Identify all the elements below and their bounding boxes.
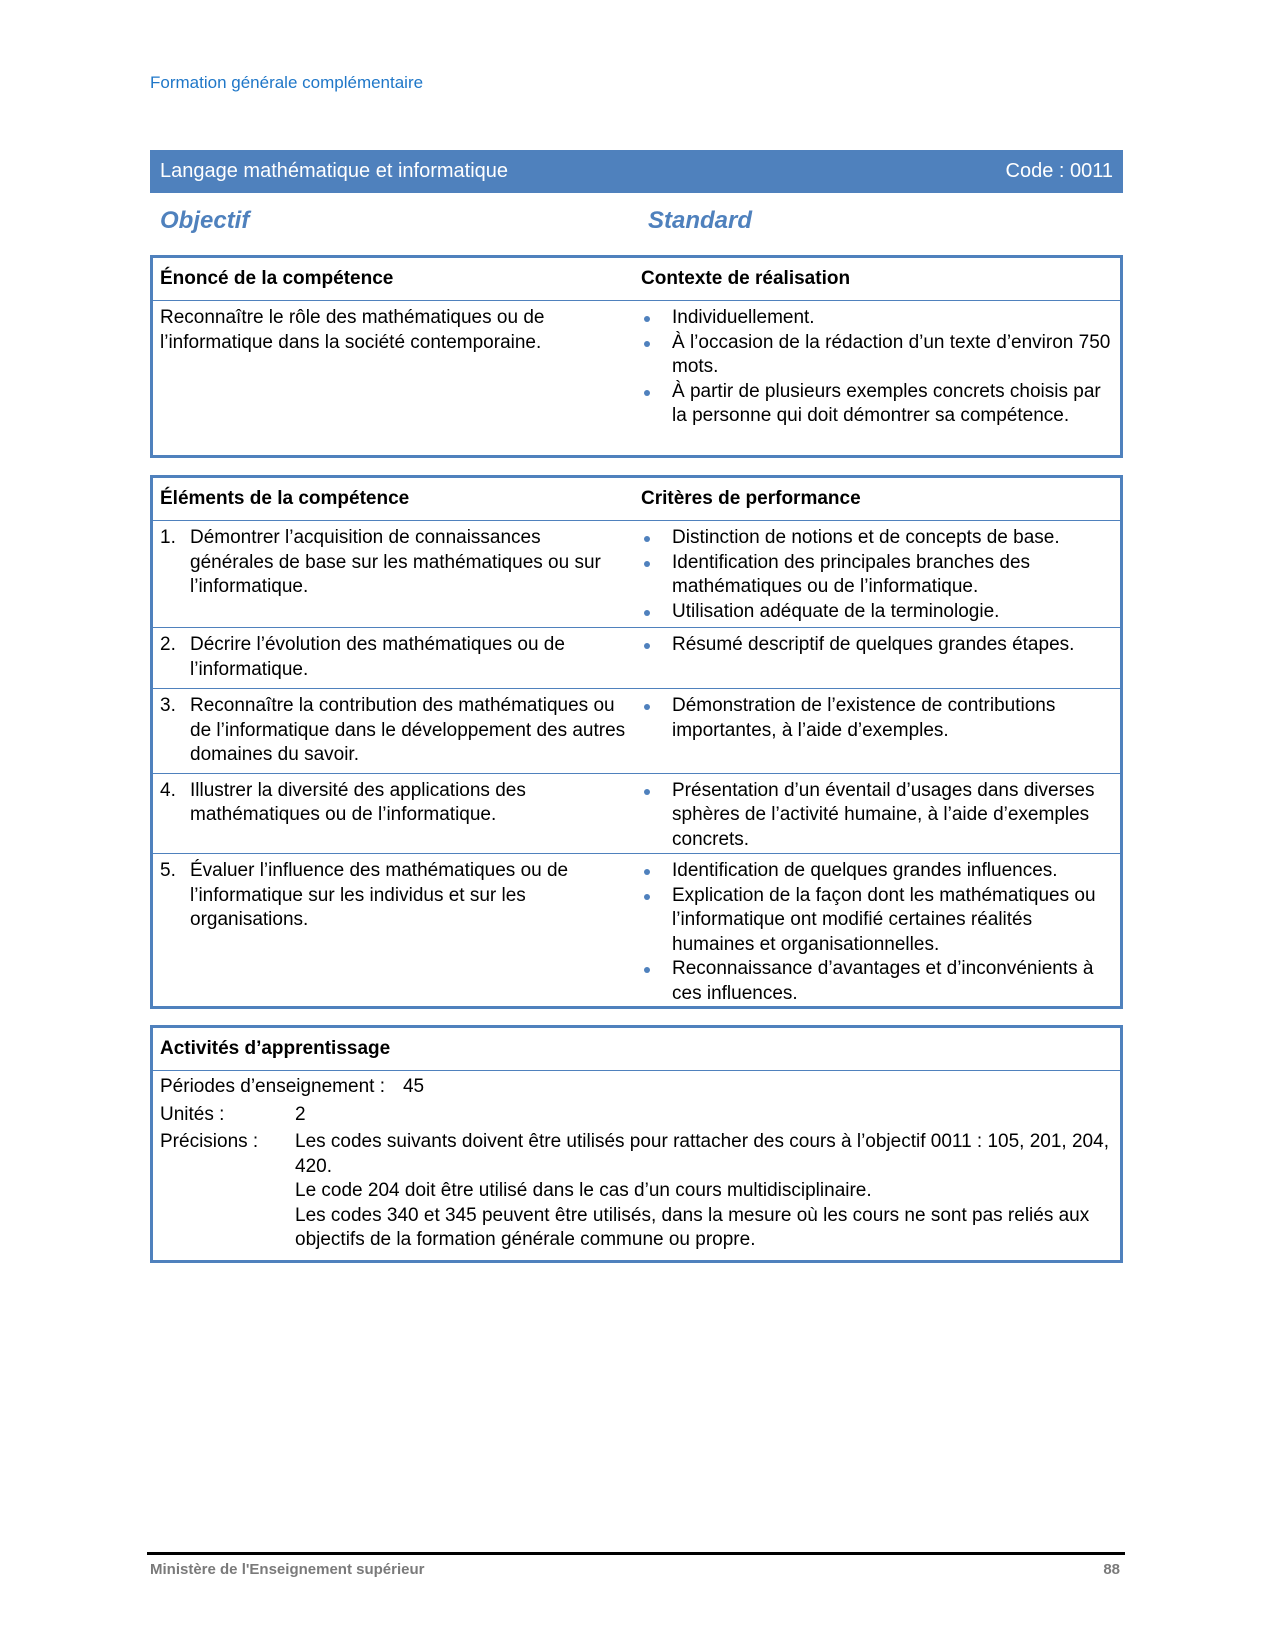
element-text: Illustrer la diversité des applications des mathématiques ou de l’informatique. <box>190 779 526 826</box>
list-item: À l’occasion de la rédaction d’un texte d’environ 750 mots. <box>641 331 1112 380</box>
element-number: 5. <box>160 860 176 881</box>
activities-title: Activités d’apprentissage <box>160 1038 391 1059</box>
competence-table-header <box>153 258 1120 301</box>
criteria-list <box>641 859 1112 1006</box>
element-number: 2. <box>160 634 176 656</box>
element-text: Démontrer l’acquisition de connaissances générales de base sur les mathématiques ou sur l’informatique. <box>190 527 601 597</box>
bullet-icon <box>644 316 650 322</box>
list-item: Utilisation adéquate de la terminologie. <box>641 600 1112 625</box>
bullet-icon <box>644 341 650 347</box>
criteria-list <box>641 779 1112 853</box>
header-contexte: Contexte de réalisation <box>641 268 851 289</box>
details-values <box>295 1130 1113 1253</box>
activities-header <box>153 1028 1120 1071</box>
list-item: Identification de quelques grandes influences. <box>641 859 1112 884</box>
activities-table <box>150 1025 1123 1263</box>
bullet-icon <box>644 390 650 396</box>
periods-value: 45 <box>402 1076 425 1097</box>
footer-page-number: 88 <box>1103 1561 1120 1578</box>
elements-table <box>150 475 1123 1009</box>
details-field <box>160 1130 1113 1253</box>
list-item: Résumé descriptif de quelques grandes étapes. <box>641 633 1112 658</box>
bullet-icon <box>644 536 650 542</box>
units-label: Unités : <box>160 1103 225 1125</box>
header-enonce: Énoncé de la compétence <box>160 268 394 289</box>
list-item: À partir de plusieurs exemples concrets choisis par la personne qui doit démontrer sa compétence. <box>641 380 1112 429</box>
element-number: 4. <box>160 779 176 801</box>
list-item: Reconnaissance d’avantages et d’inconvénients à ces influences. <box>641 957 1112 1006</box>
element-text: Évaluer l’influence des mathématiques ou de l’informatique sur les individus et sur les organisations. <box>190 860 569 930</box>
periods-field <box>160 1075 1113 1100</box>
units-field <box>160 1103 1113 1128</box>
details-line: Les codes suivants doivent être utilisés pour rattacher des cours à l’objectif 0011 : 105, 201, 204, 420. <box>295 1131 1109 1177</box>
criteria-list <box>641 694 1112 743</box>
section-label-standard: Standard <box>648 207 753 234</box>
table-row <box>153 628 1120 689</box>
details-label: Précisions : <box>160 1131 259 1152</box>
element-number: 1. <box>160 527 176 548</box>
footer-publisher: Ministère de l'Enseignement supérieur <box>150 1561 425 1578</box>
details-line: Le code 204 doit être utilisé dans le cas d’un cours multidisciplinaire. <box>295 1180 872 1201</box>
footer-divider <box>147 1552 1125 1555</box>
bullet-icon <box>644 610 650 616</box>
elements-table-header <box>153 478 1120 521</box>
table-row <box>153 774 1120 854</box>
competence-statement: Reconnaître le rôle des mathématiques ou de l’informatique dans la société contemporaine. <box>160 307 545 353</box>
element-number: 3. <box>160 695 176 717</box>
bullet-icon <box>644 561 650 567</box>
list-item: Démonstration de l’existence de contributions importantes, à l’aide d’exemples. <box>641 694 1112 743</box>
objective-title: Langage mathématique et informatique <box>160 160 509 182</box>
header-criteres: Critères de performance <box>641 488 861 509</box>
details-line: Les codes 340 et 345 peuvent être utilisés, dans la mesure où les cours ne sont pas reliés aux objectifs de la formation générale commune ou propre. <box>295 1204 1090 1250</box>
competence-table <box>150 255 1123 458</box>
bullet-icon <box>644 643 650 649</box>
element-text: Reconnaître la contribution des mathématiques ou de l’informatique dans le développement des autres domaines du savoir. <box>190 695 626 766</box>
list-item: Distinction de notions et de concepts de base. <box>641 526 1112 551</box>
bullet-icon <box>644 894 650 900</box>
table-row <box>153 854 1120 1006</box>
bullet-icon <box>644 967 650 973</box>
bullet-icon <box>644 789 650 795</box>
list-item: Individuellement. <box>641 306 1112 331</box>
bullet-icon <box>644 869 650 875</box>
periods-label: Périodes d’enseignement : <box>160 1076 385 1097</box>
criteria-list <box>641 526 1112 624</box>
context-list <box>641 306 1112 429</box>
table-row <box>153 521 1120 628</box>
criteria-list <box>641 633 1112 658</box>
bullet-icon <box>644 704 650 710</box>
units-value: 2 <box>295 1103 306 1125</box>
section-labels <box>150 207 1123 241</box>
list-item: Explication de la façon dont les mathématiques ou l’informatique ont modifié certaines réalités humaines et organisationnelles. <box>641 884 1112 958</box>
objective-title-band <box>150 150 1123 193</box>
objective-code: Code : 0011 <box>1005 160 1113 182</box>
list-item: Présentation d’un éventail d’usages dans diverses sphères de l’activité humaine, à l’aide d’exemples concrets. <box>641 779 1112 853</box>
running-head: Formation générale complémentaire <box>150 73 424 92</box>
list-item: Identification des principales branches des mathématiques ou de l’informatique. <box>641 551 1112 600</box>
element-text: Décrire l’évolution des mathématiques ou de l’informatique. <box>190 634 565 680</box>
header-elements: Éléments de la compétence <box>160 488 410 509</box>
table-row <box>153 689 1120 773</box>
activities-body <box>153 1071 1120 1253</box>
section-label-objectif: Objectif <box>160 207 250 234</box>
competence-row <box>153 301 1120 456</box>
